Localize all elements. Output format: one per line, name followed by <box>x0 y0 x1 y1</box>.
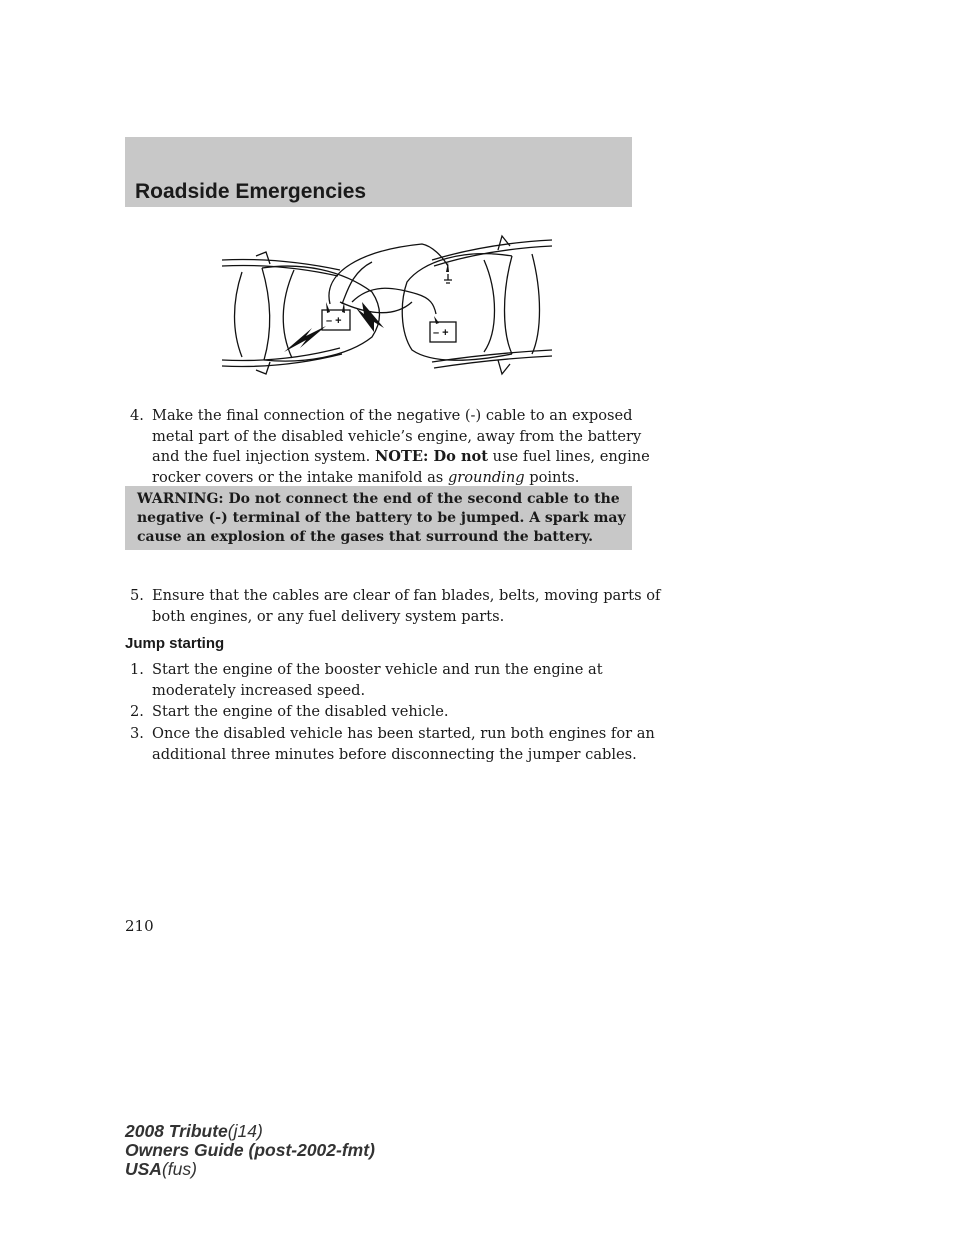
step-number: 3. <box>130 725 144 742</box>
footer-model-code: (j14) <box>227 1121 263 1141</box>
step-text: points. <box>524 468 580 486</box>
footer-line-2 <box>125 1141 375 1160</box>
step-text: use fuel lines, engine rocker covers or the intake manifold as <box>152 448 650 486</box>
step-text: Start the engine of the booster vehicle and run the engine at moderately increased speed. <box>152 661 603 699</box>
step-number: 1. <box>130 661 144 678</box>
note-label: NOTE: Do not <box>374 448 489 465</box>
emphasis-text: grounding <box>447 468 525 486</box>
footer-guide: Owners Guide (post-2002-fmt) <box>125 1140 375 1160</box>
footer-line-3 <box>125 1160 375 1179</box>
jump-step-3 <box>130 724 662 765</box>
step-number: 5. <box>130 587 144 604</box>
step-text: Once the disabled vehicle has been started, run both engines for an additional three minutes before disconnecting the jumper cables. <box>152 725 655 763</box>
jump-starting-heading: Jump starting <box>125 635 225 652</box>
left-battery-terminals: – + <box>326 315 342 327</box>
footer-region: USA <box>125 1159 162 1179</box>
step-number: 4. <box>130 407 144 424</box>
footer-line-1 <box>125 1122 375 1141</box>
jump-step-2 <box>130 702 662 723</box>
footer-model: 2008 Tribute <box>125 1121 228 1141</box>
jump-start-diagram <box>222 232 552 392</box>
footer-region-code: (fus) <box>161 1159 197 1179</box>
right-battery-terminals: – + <box>433 327 449 339</box>
jump-step-1 <box>130 660 662 701</box>
page-number: 210 <box>125 917 154 935</box>
step-4 <box>130 406 662 488</box>
warning-text: WARNING: Do not connect the end of the second cable to the negative (-) terminal of the battery to be jumped. A spark may cause an explosion of the gases that surround the battery. <box>137 491 626 545</box>
footer <box>125 1122 375 1179</box>
step-text: Start the engine of the disabled vehicle. <box>152 703 449 720</box>
step-number: 2. <box>130 703 144 720</box>
step-5 <box>130 586 662 627</box>
step-text: Ensure that the cables are clear of fan blades, belts, moving parts of both engines, or any fuel delivery system parts. <box>152 587 661 625</box>
step-text: Make the final connection of the negative (-) cable to an exposed metal part of the disabled vehicle’s engine, away from the battery and the fuel injection system. <box>152 407 642 465</box>
section-title: Roadside Emergencies <box>135 180 367 203</box>
